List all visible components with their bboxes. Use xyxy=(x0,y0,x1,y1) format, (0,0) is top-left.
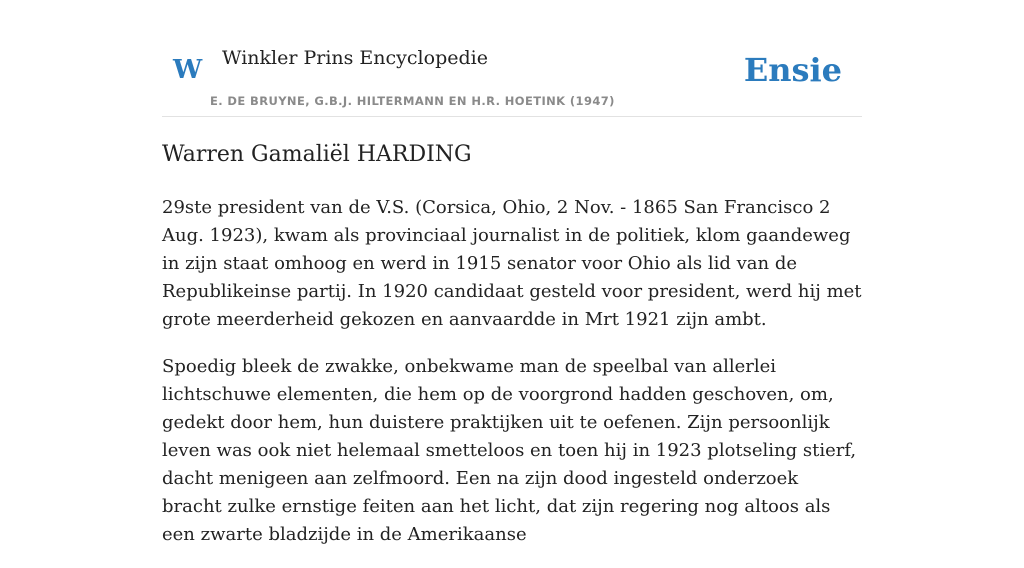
article xyxy=(162,136,862,568)
winkler-prins-logo[interactable]: W xyxy=(173,55,203,85)
source-authors: E. DE BRUYNE, G.B.J. HILTERMANN EN H.R. HOETINK (1947) xyxy=(210,94,615,108)
source-title[interactable]: Winkler Prins Encyclopedie xyxy=(222,47,488,69)
article-paragraph: 29ste president van de V.S. (Corsica, Ohio, 2 Nov. - 1865 San Francisco 2 Aug. 1923), kwam als provinciaal journalist in de politiek, klom gaandeweg in zijn staat omhoog en werd in 1915 senator voor Ohio als lid van de Republikeinse partij. In 1920 candidaat gesteld voor president, werd hij met grote meerderheid gekozen en aanvaardde in Mrt 1921 zijn ambt. xyxy=(162,197,862,330)
article-title: Warren Gamaliël HARDING xyxy=(162,142,472,167)
ensie-logo[interactable]: Ensie xyxy=(743,51,842,89)
article-paragraph: Spoedig bleek de zwakke, onbekwame man de speelbal van allerlei lichtschuwe elementen, die hem op de voorgrond hadden geschoven, om, gedekt door hem, hun duistere praktijken uit te oefenen. Zijn persoonlijk leven was ook niet helemaal smetteloos en toen hij in 1923 plotseling stierf, dacht menigeen aan zelfmoord. Een na zijn dood ingesteld onderzoek bracht zulke ernstige feiten aan het licht, dat zijn regering nog altoos als een zwarte bladzijde in de Amerikaanse xyxy=(162,356,857,545)
source-header xyxy=(162,0,862,117)
